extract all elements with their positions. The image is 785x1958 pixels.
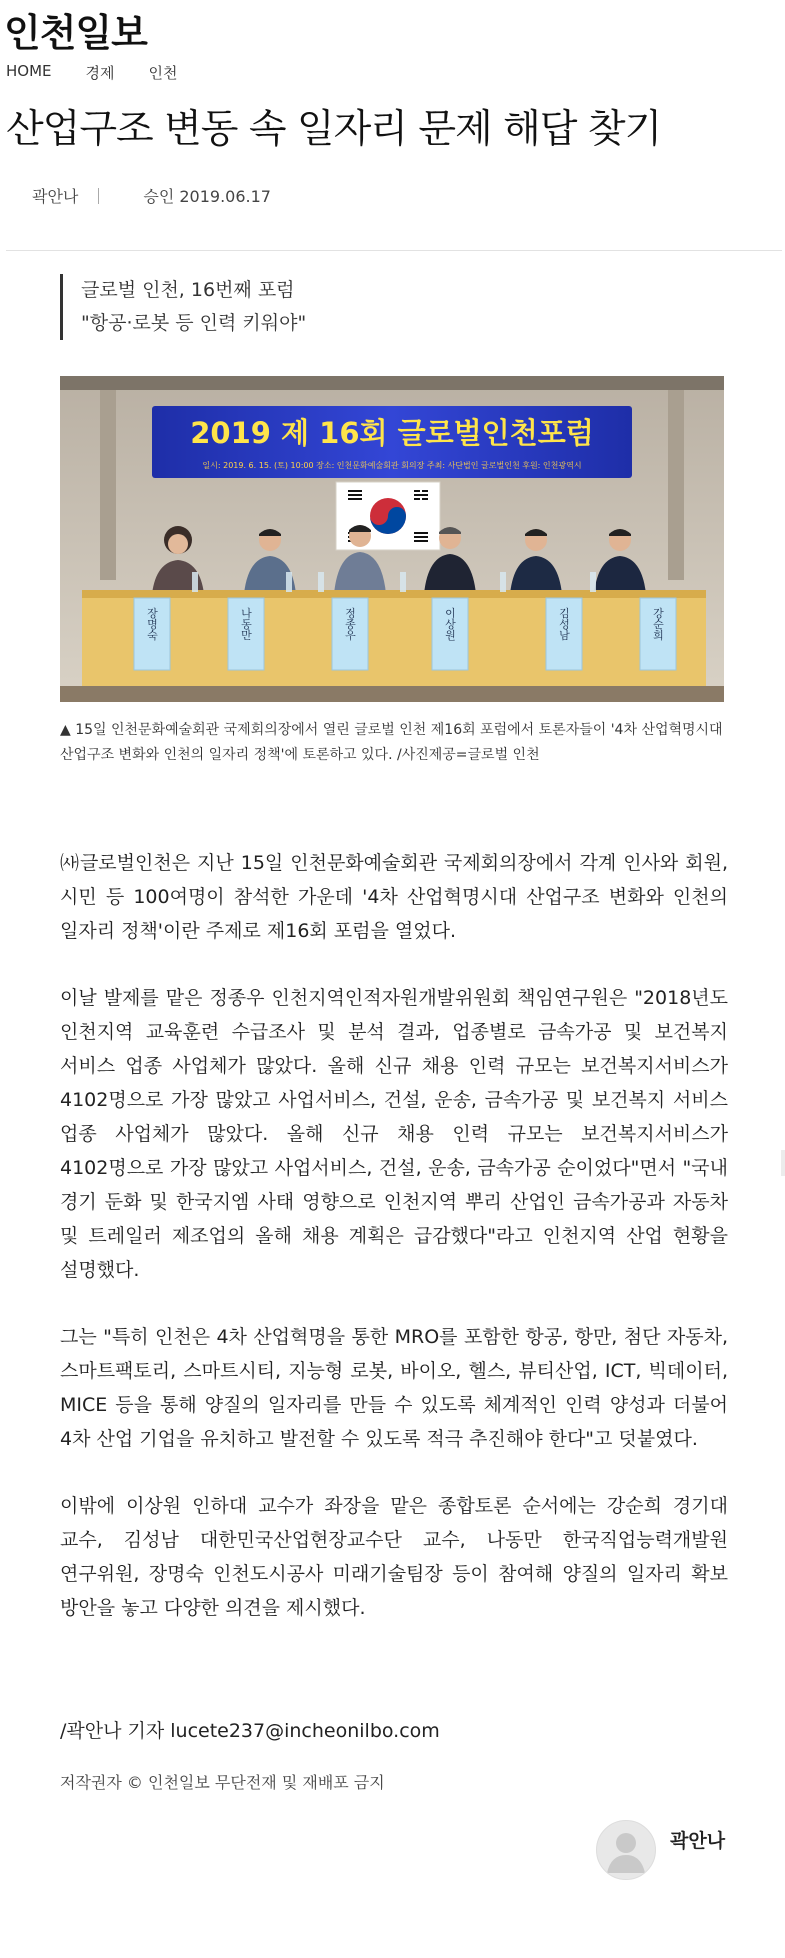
article-subtitle <box>60 274 306 340</box>
author-card-name[interactable]: 곽안나 <box>670 1829 726 1852</box>
copyright-notice: 저작권자 © 인천일보 무단전재 및 재배포 금지 <box>60 1773 385 1792</box>
banner-subline: 일시: 2019. 6. 15. (토) 10:00 장소: 인천문화예술회관 회의장 주최: 사단법인 글로벌인천 후원: 인천광역시 <box>202 461 582 470</box>
body-paragraph: 이밖에 이상원 인하대 교수가 좌장을 맡은 종합토론 순서에는 강순희 경기대 교수, 김성남 대한민국산업현장교수단 교수, 나동만 한국직업능력개발원 연구위원, 장명숙 인천도시공사 미래기술팀장 등이 참여해 양질의 일자리 확보 방안을 놓고 다양한 의견을 제시했다. <box>60 1495 728 1619</box>
site-logo[interactable]: 인천일보 <box>4 11 147 55</box>
body-paragraph: ㈔글로벌인천은 지난 15일 인천문화예술회관 국제회의장에서 각계 인사와 회원, 시민 등 100여명이 참석한 가운데 '4차 산업혁명시대 산업구조 변화와 인천의 일자리 정책'이란 주제로 제16회 포럼을 열었다. <box>60 852 728 942</box>
user-avatar-icon[interactable] <box>596 1820 656 1880</box>
subtitle-line: 글로벌 인천, 16번째 포럼 <box>81 279 295 301</box>
author-card[interactable] <box>596 1820 725 1880</box>
nav-economy[interactable]: 경제 <box>85 64 115 82</box>
name-plate-text: 강순희 <box>651 607 665 641</box>
name-plate-text: 정종우 <box>343 607 357 641</box>
photo-floor <box>60 686 724 702</box>
scroll-edge <box>781 1150 785 1176</box>
article-body <box>60 846 728 1658</box>
section-nav <box>6 62 177 83</box>
name-plate-text: 김성남 <box>557 607 571 641</box>
reporter-signature: /곽안나 기자 lucete237@incheonilbo.com <box>60 1720 440 1742</box>
body-paragraph: 그는 "특히 인천은 4차 산업혁명을 통한 MRO를 포함한 항공, 항만, 첨단 자동차, 스마트팩토리, 스마트시티, 지능형 로봇, 바이오, 헬스, 뷰티산업, ICT, 빅데이터, MICE 등을 통해 양질의 일자리를 만들 수 있도록 체계적인 인력 양성과 더불어 4차 산업 기업을 유치하고 발전할 수 있도록 적극 추진해야 한다"고 덧붙였다. <box>60 1326 728 1450</box>
photo-caption: ▲ 15일 인천문화예술회관 국제회의장에서 열린 글로벌 인천 제16회 포럼에서 토론자들이 '4차 산업혁명시대 산업구조 변화와 인천의 일자리 정책'에 토론하고 있다. /사진제공=글로벌 인천 <box>60 722 723 763</box>
article-title: 산업구조 변동 속 일자리 문제 해답 찾기 <box>6 107 662 152</box>
table-edge <box>82 590 706 598</box>
nav-home[interactable]: HOME <box>6 62 52 80</box>
panel-table <box>82 590 706 686</box>
author-name[interactable]: 곽안나 <box>32 187 79 206</box>
header-divider <box>6 250 782 251</box>
subtitle-line: "항공·로봇 등 인력 키워야" <box>81 312 307 334</box>
name-plate-text: 나동만 <box>239 607 253 641</box>
name-plate-text: 이상원 <box>443 607 457 641</box>
forum-photo[interactable] <box>60 376 724 702</box>
wall-pillar <box>668 390 684 580</box>
nav-incheon[interactable]: 인천 <box>148 64 178 82</box>
banner-title: 2019 제 16회 글로벌인천포럼 <box>190 416 594 450</box>
body-paragraph: 이날 발제를 맡은 정종우 인천지역인적자원개발위원회 책임연구원은 "2018년도 인천지역 교육훈련 수급조사 및 분석 결과, 업종별로 금속가공 및 보건복지 서비스 업종 사업체가 많았다. 올해 신규 채용 인력 규모는 보건복지서비스가 4102명으로 가장 많았고 사업서비스, 건설, 운송, 금속가공 및 보건복지 서비스 업종 사업체가 많았다. 올해 신규 채용 인력 규모는 보건복지서비스가 4102명으로 가장 많았고 사업서비스, 건설, 운송, 금속가공 순이었다"면서 "국내 경기 둔화 및 한국지엠 사태 영향으로 인천지역 뿌리 산업인 금속가공과 자동차 및 트레일러 제조업의 올해 채용 계획은 급감했다"라고 인천지역 산업 현황을 설명했다. <box>60 987 728 1281</box>
name-plate-text: 장명숙 <box>145 607 159 641</box>
approved-date: 승인 2019.06.17 <box>143 187 271 206</box>
byline <box>32 184 271 207</box>
byline-divider <box>98 188 99 204</box>
photo-ceiling <box>60 376 724 390</box>
wall-pillar <box>100 390 116 580</box>
